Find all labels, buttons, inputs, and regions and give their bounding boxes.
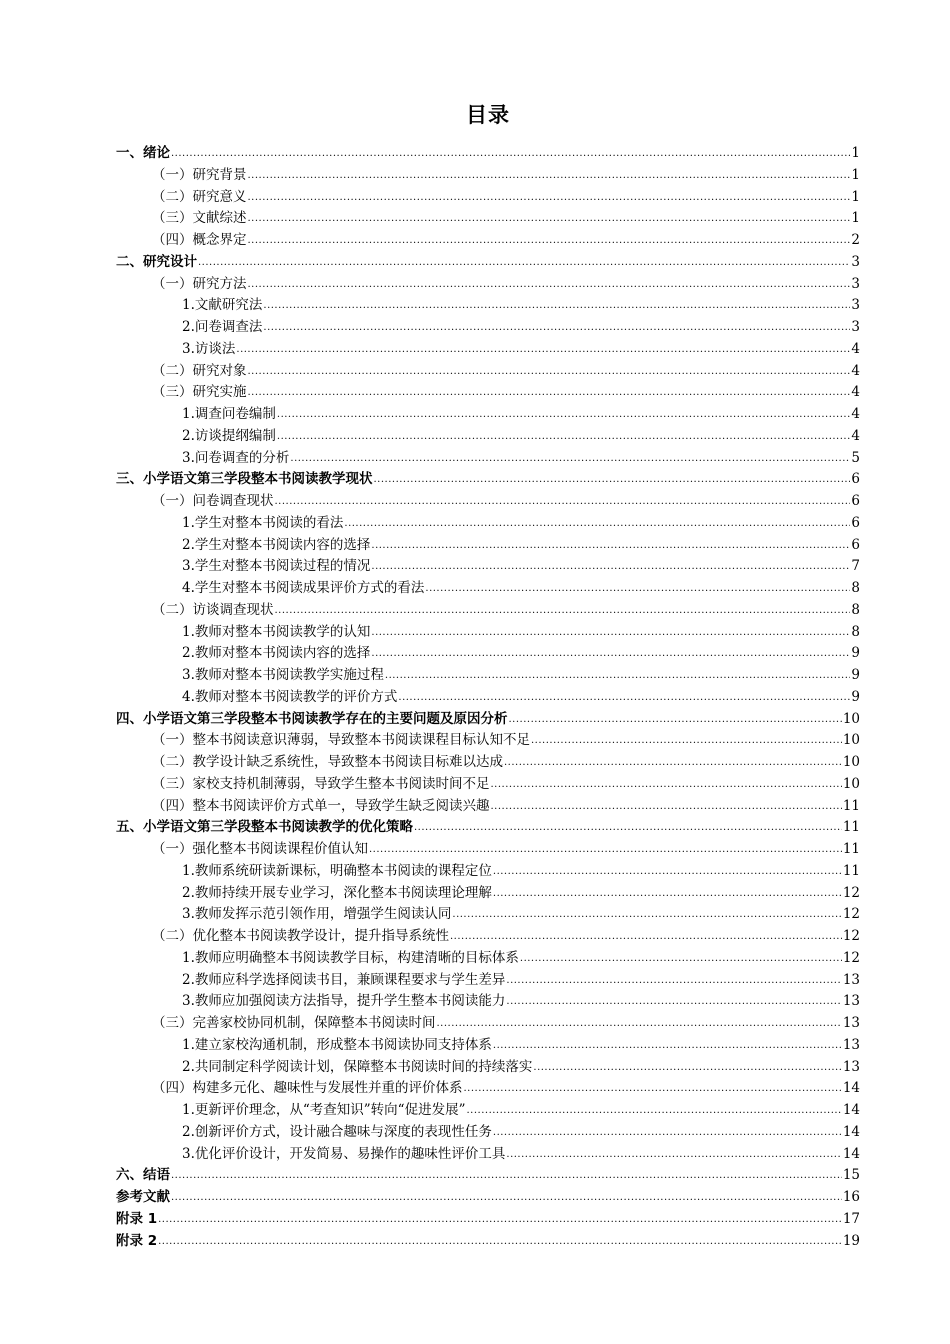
toc-entry-page-number: 13 [842,993,860,1010]
toc-entry-page-number: 11 [842,841,860,857]
toc-entry-label: 参考文献 [116,1189,170,1205]
toc-entry[interactable] [116,293,860,315]
toc-entry-label: （一）研究背景 [152,166,247,183]
toc-entry-label: 五、小学语文第三学段整本书阅读教学的优化策略 [116,819,413,836]
toc-entry-page-number: 9 [851,645,860,662]
toc-entry-label: 附录 1 [116,1210,158,1227]
toc-dot-leader [248,170,851,181]
toc-entry-label: 1.文献研究法 [182,297,263,314]
toc-entry-label: 2.访谈提纲编制 [182,427,276,444]
toc-entry-label: 4.学生对整本书阅读成果评价方式的看法 [182,580,425,596]
toc-entry-label: 六、结语 [116,1167,170,1184]
toc-entry[interactable] [116,1055,860,1077]
toc-entry-label: 3.问卷调查的分析 [182,449,290,466]
toc-dot-leader [493,1040,842,1051]
toc-dot-leader [491,779,842,790]
toc-entry[interactable] [116,359,860,381]
toc-entry-page-number: 10 [842,732,860,749]
toc-entry-label: 1.教师对整本书阅读教学的认知 [182,623,371,640]
toc-entry-page-number: 12 [842,906,860,923]
toc-dot-leader [520,953,842,964]
toc-entry-page-number: 10 [842,775,860,792]
toc-entry[interactable] [116,576,860,598]
toc-dot-leader [506,1149,841,1160]
toc-entry[interactable] [116,881,860,903]
toc-entry-page-number: 10 [842,754,860,770]
toc-entry-label: （一）研究方法 [152,275,247,292]
toc-entry-label: 3.教师对整本书阅读教学实施过程 [182,667,384,683]
toc-entry[interactable] [116,402,860,424]
toc-entry-page-number: 6 [851,514,860,531]
toc-entry-label: 2.问卷调查法 [182,319,263,335]
toc-entry-page-number: 4 [851,362,860,379]
toc-entry-label: （四）整本书阅读评价方式单一，导致学生缺乏阅读兴趣 [152,797,490,814]
toc-entry-label: （一）整本书阅读意识薄弱，导致整本书阅读课程目标认知不足 [152,732,530,749]
toc-entry-page-number: 1 [851,145,860,161]
toc-dot-leader [248,279,851,290]
toc-entry[interactable] [116,272,860,294]
toc-entry[interactable] [116,1163,860,1185]
toc-entry[interactable] [116,424,860,446]
toc-entry[interactable] [116,968,860,990]
toc-dot-leader [533,1062,841,1073]
toc-entry[interactable] [116,902,860,924]
toc-dot-leader [369,844,842,855]
toc-dot-leader [277,409,851,420]
toc-entry[interactable] [116,1098,860,1120]
toc-dot-leader [275,605,851,616]
toc-entry-page-number: 3 [851,319,860,335]
toc-entry-page-number: 4 [851,384,860,401]
toc-dot-leader [277,431,851,442]
toc-entry-label: （二）优化整本书阅读教学设计，提升指导系统性 [152,928,449,944]
toc-dot-leader [493,866,842,877]
toc-entry[interactable] [116,707,860,729]
toc-dot-leader [371,627,850,638]
toc-dot-leader [198,257,850,268]
toc-entry-page-number: 6 [851,536,860,553]
toc-dot-leader [452,909,841,920]
toc-entry-page-number: 3 [851,253,860,270]
toc-entry[interactable] [116,946,860,968]
toc-entry-page-number: 14 [842,1080,860,1097]
toc-dot-leader [248,387,851,398]
toc-entry[interactable] [116,1229,860,1251]
toc-dot-leader [398,692,850,703]
toc-dot-leader [437,1018,842,1029]
toc-dot-leader [509,714,842,725]
toc-entry-page-number: 12 [842,928,860,944]
toc-entry-label: （二）访谈调查现状 [152,601,274,618]
toc-entry-label: 三、小学语文第三学段整本书阅读教学现状 [116,471,373,488]
toc-entry-page-number: 5 [851,449,860,466]
toc-entry[interactable] [116,533,860,555]
toc-dot-leader [425,583,850,594]
toc-entry-page-number: 1 [851,210,860,227]
toc-entry[interactable] [116,859,860,881]
toc-entry-page-number: 13 [842,1036,860,1053]
toc-entry[interactable] [116,446,860,468]
toc-entry[interactable] [116,1033,860,1055]
toc-entry-page-number: 13 [842,1015,860,1031]
toc-entry-page-number: 4 [851,340,860,357]
toc-entry-page-number: 3 [851,275,860,292]
toc-entry[interactable] [116,1120,860,1142]
toc-entry-label: （三）研究实施 [152,384,247,401]
toc-entry[interactable] [116,511,860,533]
toc-entry-label: （三）完善家校协同机制，保障整本书阅读时间 [152,1015,436,1031]
toc-entry-page-number: 9 [851,667,860,683]
toc-dot-leader [506,996,841,1007]
toc-entry[interactable] [116,554,860,576]
toc-entry[interactable] [116,772,860,794]
toc-entry-page-number: 12 [842,884,860,901]
toc-entry[interactable] [116,598,860,620]
toc-dot-leader [531,735,842,746]
toc-entry[interactable] [116,163,860,185]
toc-entry-label: （四）构建多元化、趣味性与发展性并重的评价体系 [152,1080,463,1097]
toc-entry-page-number: 1 [851,188,860,205]
toc-entry-page-number: 12 [842,949,860,966]
toc-entry-label: 1.调查问卷编制 [182,406,276,422]
toc-entry[interactable] [116,380,860,402]
toc-entry-label: 2.学生对整本书阅读内容的选择 [182,536,371,553]
toc-dot-leader [385,670,851,681]
toc-entry[interactable] [116,1207,860,1229]
toc-entry[interactable] [116,815,860,837]
toc-entry-label: 4.教师对整本书阅读教学的评价方式 [182,688,398,705]
toc-entry-label: 四、小学语文第三学段整本书阅读教学存在的主要问题及原因分析 [116,710,508,727]
toc-dot-leader [248,235,851,246]
toc-entry-label: 1.教师系统研读新课标，明确整本书阅读的课程定位 [182,862,492,879]
toc-entry-label: 附录 2 [116,1232,158,1249]
toc-entry[interactable] [116,750,860,772]
toc-entry-page-number: 11 [842,862,860,879]
toc-dot-leader [491,801,842,812]
toc-entry[interactable] [116,641,860,663]
toc-entry-label: 二、研究设计 [116,253,197,270]
toc-entry[interactable] [116,1076,860,1098]
toc-entry[interactable] [116,728,860,750]
toc-entry-label: 3.教师发挥示范引领作用，增强学生阅读认同 [182,906,452,923]
toc-dot-leader [467,1105,842,1116]
toc-entry-label: 1.学生对整本书阅读的看法 [182,514,344,531]
toc-dot-leader [263,300,850,311]
toc-dot-leader [171,1192,842,1203]
toc-entry[interactable] [116,467,860,489]
toc-entry[interactable] [116,663,860,685]
toc-entry[interactable] [116,794,860,816]
toc-entry[interactable] [116,1011,860,1033]
toc-entry-page-number: 8 [851,580,860,596]
toc-entry-label: （三）文献综述 [152,210,247,227]
toc-entry-page-number: 8 [851,623,860,640]
toc-entry-page-number: 11 [842,819,860,836]
toc-entry-label: 1.教师应明确整本书阅读教学目标，构建清晰的目标体系 [182,949,519,966]
toc-entry-label: （一）问卷调查现状 [152,493,274,509]
toc-entry[interactable] [116,989,860,1011]
toc-dot-leader [506,975,841,986]
toc-entry-page-number: 10 [842,710,860,727]
toc-dot-leader [450,931,842,942]
toc-entry-page-number: 15 [842,1167,860,1184]
toc-entry-label: （二）研究意义 [152,188,247,205]
toc-entry-page-number: 11 [842,797,860,814]
toc-dot-leader [158,1236,842,1247]
toc-entry-label: 2.教师持续开展专业学习，深化整本书阅读理论理解 [182,884,492,901]
toc-entry-label: 2.教师对整本书阅读内容的选择 [182,645,371,662]
toc-entry[interactable] [116,837,860,859]
toc-dot-leader [248,366,851,377]
toc-entry[interactable] [116,1142,860,1164]
toc-entry-page-number: 19 [842,1232,860,1249]
toc-entry[interactable] [116,489,860,511]
toc-entry-label: （一）强化整本书阅读课程价值认知 [152,841,368,857]
toc-entry[interactable] [116,228,860,250]
toc-dot-leader [493,888,842,899]
toc-entry-label: 3.教师应加强阅读方法指导，提升学生整本书阅读能力 [182,993,506,1010]
toc-entry-page-number: 4 [851,406,860,422]
toc-entry[interactable] [116,141,860,163]
toc-entry-page-number: 6 [851,471,860,488]
toc-dot-leader [248,213,851,224]
toc-entry[interactable] [116,315,860,337]
toc-entry-page-number: 8 [851,601,860,618]
toc-dot-leader [290,453,850,464]
toc-entry-page-number: 16 [842,1189,860,1205]
toc-entry-label: 2.创新评价方式，设计融合趣味与深度的表现性任务 [182,1123,492,1140]
toc-entry-label: 一、绪论 [116,145,170,161]
toc-dot-leader [236,344,850,355]
toc-entry-page-number: 14 [842,1102,860,1118]
toc-title: 目录 [466,103,510,127]
toc-entry-page-number: 6 [851,493,860,509]
toc-entry[interactable] [116,620,860,642]
toc-dot-leader [464,1083,842,1094]
toc-dot-leader [171,148,850,159]
toc-dot-leader [275,496,851,507]
toc-entry-label: （二）教学设计缺乏系统性，导致整本书阅读目标难以达成 [152,754,503,770]
toc-entry-page-number: 2 [851,232,860,248]
toc-dot-leader [263,322,850,333]
toc-entry-label: （三）家校支持机制薄弱，导致学生整本书阅读时间不足 [152,775,490,792]
toc-entry-page-number: 13 [842,1058,860,1075]
toc-dot-leader [414,822,842,833]
toc-entry-page-number: 1 [851,166,860,183]
toc-entry[interactable] [116,185,860,207]
toc-dot-leader [344,518,850,529]
toc-list [116,141,860,1250]
toc-entry[interactable] [116,206,860,228]
toc-entry-label: 2.共同制定科学阅读计划，保障整本书阅读时间的持续落实 [182,1058,533,1075]
toc-entry-page-number: 9 [851,688,860,705]
toc-dot-leader [374,474,851,485]
toc-dot-leader [248,192,851,203]
toc-dot-leader [371,540,850,551]
toc-entry[interactable] [116,250,860,272]
toc-entry[interactable] [116,924,860,946]
toc-entry-page-number: 17 [842,1210,860,1227]
toc-entry-page-number: 13 [842,971,860,988]
toc-entry-label: 2.教师应科学选择阅读书目，兼顾课程要求与学生差异 [182,971,506,988]
toc-entry[interactable] [116,337,860,359]
toc-entry-page-number: 14 [842,1145,860,1162]
toc-entry-label: 3.学生对整本书阅读过程的情况 [182,558,371,575]
toc-entry-label: （四）概念界定 [152,232,247,248]
toc-entry-page-number: 7 [851,558,860,575]
toc-entry-page-number: 3 [851,297,860,314]
toc-entry-page-number: 4 [851,427,860,444]
toc-entry[interactable] [116,685,860,707]
toc-dot-leader [504,757,842,768]
toc-entry-label: 1.更新评价理念，从“考查知识”转向“促进发展” [182,1102,466,1118]
toc-entry-label: 1.建立家校沟通机制，形成整本书阅读协同支持体系 [182,1036,492,1053]
toc-dot-leader [371,561,850,572]
toc-entry-page-number: 14 [842,1123,860,1140]
toc-entry-label: 3.优化评价设计，开发简易、易操作的趣味性评价工具 [182,1145,506,1162]
toc-dot-leader [158,1214,842,1225]
toc-entry[interactable] [116,1185,860,1207]
toc-entry-label: （二）研究对象 [152,362,247,379]
toc-dot-leader [493,1127,842,1138]
toc-entry-label: 3.访谈法 [182,340,236,357]
toc-dot-leader [171,1170,842,1181]
toc-dot-leader [371,648,850,659]
